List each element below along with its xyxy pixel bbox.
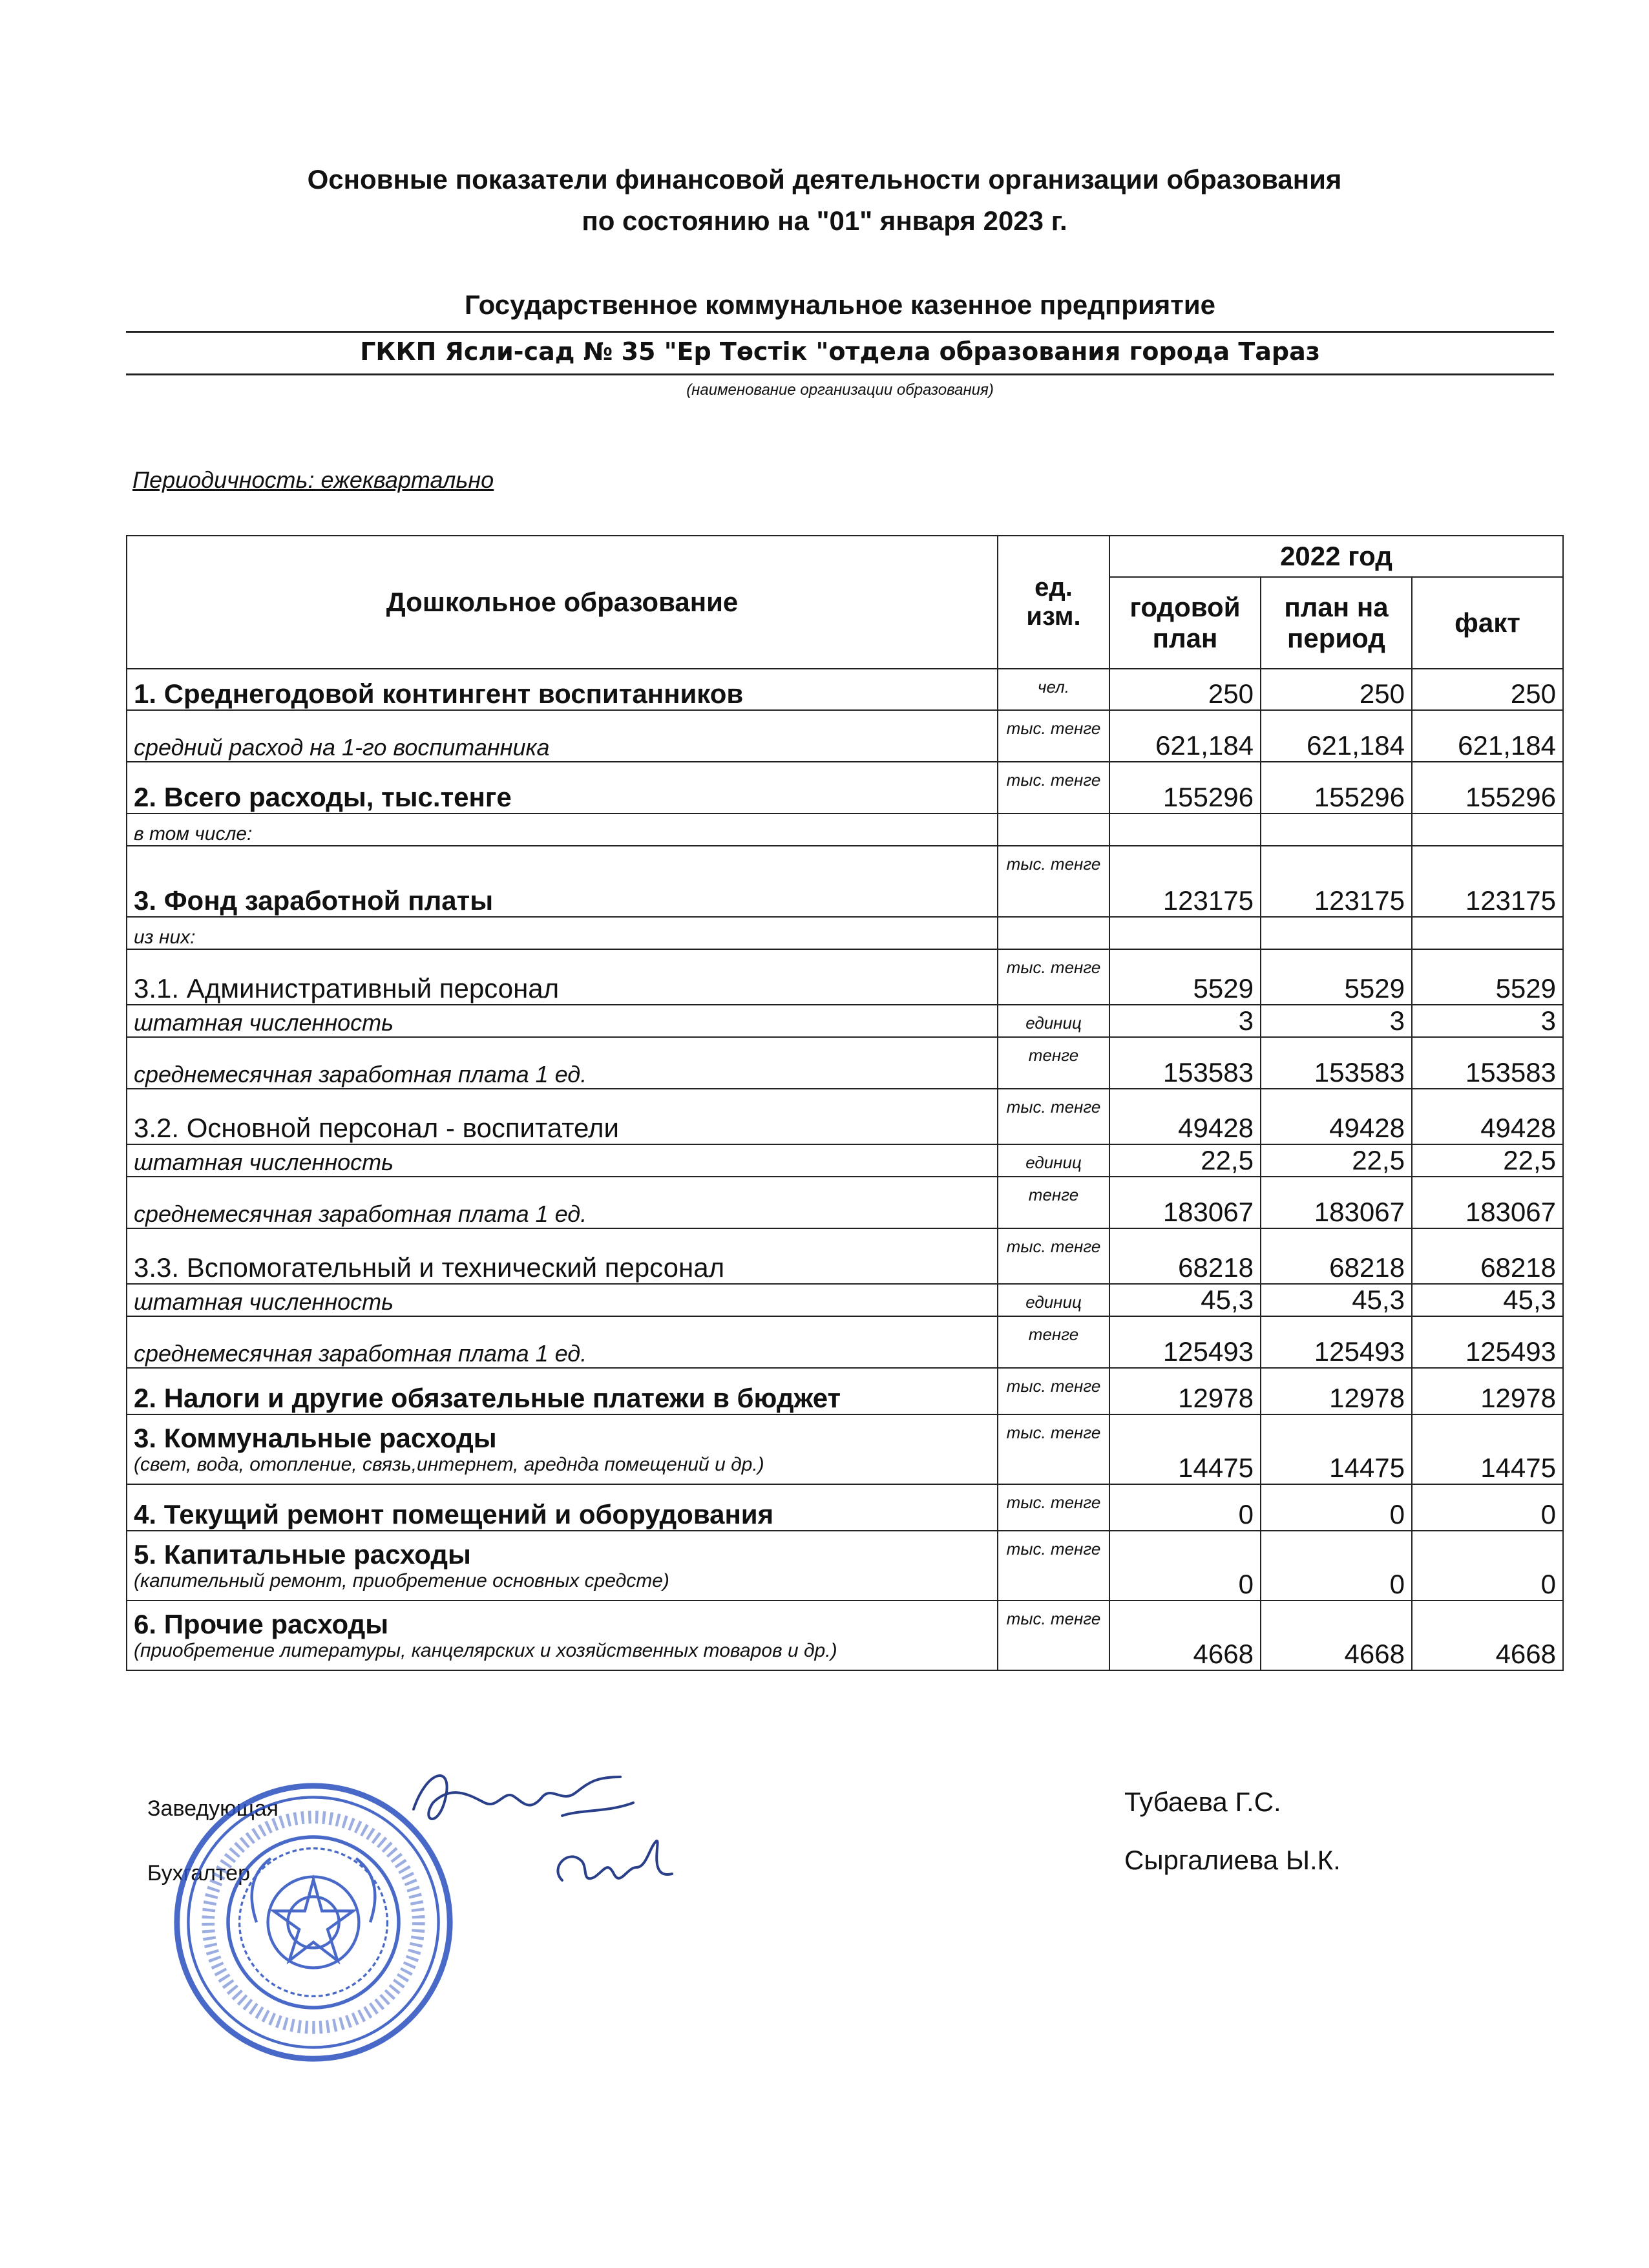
table-row (127, 917, 1563, 949)
row-value-period: 3 (1261, 1005, 1412, 1037)
row-name-text: 3. Коммунальные расходы (134, 1423, 497, 1453)
row-value-period: 68218 (1261, 1228, 1412, 1284)
table-row (127, 1005, 1563, 1037)
row-name-text: 1. Среднегодовой контингент воспитанников (134, 678, 744, 709)
row-name-text: 5. Капитальные расходы (134, 1539, 471, 1570)
header-year: 2022 год (1109, 536, 1563, 577)
row-unit: тыс. тенге (998, 1368, 1109, 1414)
row-name (127, 1284, 998, 1316)
row-value-annual: 12978 (1109, 1368, 1261, 1414)
row-value-period: 125493 (1261, 1316, 1412, 1368)
row-value-fact: 621,184 (1412, 710, 1563, 762)
row-name-text: средний расход на 1-го воспитанника (134, 734, 550, 761)
row-name (127, 1037, 998, 1089)
row-value-period: 0 (1261, 1531, 1412, 1601)
row-value-fact: 5529 (1412, 949, 1563, 1005)
row-value-fact: 183067 (1412, 1177, 1563, 1228)
table-row (127, 1177, 1563, 1228)
row-unit: тенге (998, 1177, 1109, 1228)
organization-name-note: (наименование организации образования) (686, 381, 994, 399)
row-name-text: 3.2. Основной персонал - воспитатели (134, 1113, 619, 1143)
row-value-annual: 22,5 (1109, 1144, 1261, 1177)
row-value-period: 155296 (1261, 762, 1412, 814)
row-unit: чел. (998, 669, 1109, 710)
row-name-text: 2. Налоги и другие обязательные платежи в бюджет (134, 1383, 841, 1413)
row-name (127, 1368, 998, 1414)
row-value-period (1261, 814, 1412, 846)
row-unit: тыс. тенге (998, 1601, 1109, 1670)
row-value-fact: 12978 (1412, 1368, 1563, 1414)
table-row (127, 814, 1563, 846)
row-unit: тыс. тенге (998, 1228, 1109, 1284)
row-name (127, 1414, 998, 1484)
table-row (127, 1484, 1563, 1531)
row-name (127, 1005, 998, 1037)
table-row (127, 669, 1563, 710)
row-value-period: 0 (1261, 1484, 1412, 1531)
table-row (127, 1414, 1563, 1484)
table-row (127, 1368, 1563, 1414)
organization-name: ГККП Ясли-сад № 35 "Ер Төстік "отдела образования города Тараз (360, 337, 1320, 366)
row-name (127, 1484, 998, 1531)
row-name-text: 4. Текущий ремонт помещений и оборудования (134, 1499, 774, 1529)
row-unit (998, 917, 1109, 949)
row-value-annual: 183067 (1109, 1177, 1261, 1228)
table-row (127, 949, 1563, 1005)
row-value-period (1261, 917, 1412, 949)
row-name-text: штатная численность (134, 1009, 394, 1036)
row-name-text: 6. Прочие расходы (134, 1609, 389, 1639)
row-name-text: среднемесячная заработная плата 1 ед. (134, 1340, 587, 1367)
row-unit: тыс. тенге (998, 1089, 1109, 1144)
row-unit: тыс. тенге (998, 1484, 1109, 1531)
table-row (127, 1316, 1563, 1368)
row-unit: тыс. тенге (998, 710, 1109, 762)
row-name (127, 1177, 998, 1228)
row-value-annual: 250 (1109, 669, 1261, 710)
row-value-period: 22,5 (1261, 1144, 1412, 1177)
row-value-period: 5529 (1261, 949, 1412, 1005)
table-row (127, 1531, 1563, 1601)
table-row (127, 1089, 1563, 1144)
financial-indicators-table (126, 535, 1564, 1671)
row-value-annual: 0 (1109, 1531, 1261, 1601)
row-name (127, 1601, 998, 1670)
row-value-fact: 0 (1412, 1531, 1563, 1601)
header-section-name: Дошкольное образование (127, 536, 998, 669)
row-value-period: 14475 (1261, 1414, 1412, 1484)
row-unit: тыс. тенге (998, 846, 1109, 917)
row-value-fact: 123175 (1412, 846, 1563, 917)
row-name-text: в том числе: (134, 823, 253, 845)
row-value-annual (1109, 814, 1261, 846)
row-value-fact (1412, 917, 1563, 949)
row-unit: тыс. тенге (998, 949, 1109, 1005)
row-unit: тенге (998, 1037, 1109, 1089)
row-value-annual: 5529 (1109, 949, 1261, 1005)
row-value-fact: 125493 (1412, 1316, 1563, 1368)
row-unit: тенге (998, 1316, 1109, 1368)
row-value-annual: 153583 (1109, 1037, 1261, 1089)
header-annual-plan: годовой план (1109, 577, 1261, 669)
row-value-fact: 4668 (1412, 1601, 1563, 1670)
row-value-annual: 49428 (1109, 1089, 1261, 1144)
row-name-note: (приобретение литературы, канцелярских и хозяйственных товаров и др.) (134, 1640, 837, 1661)
row-name-note: (капительный ремонт, приобретение основных средстe) (134, 1570, 669, 1591)
row-unit: единиц (998, 1144, 1109, 1177)
table-row (127, 1228, 1563, 1284)
divider-line (126, 373, 1554, 375)
row-value-fact: 68218 (1412, 1228, 1563, 1284)
row-value-period: 12978 (1261, 1368, 1412, 1414)
row-name-text: 2. Всего расходы, тыс.тенге (134, 782, 512, 812)
row-name (127, 1228, 998, 1284)
row-unit: тыс. тенге (998, 1531, 1109, 1601)
row-value-annual: 123175 (1109, 846, 1261, 917)
document-title-line1: Основные показатели финансовой деятельности организации образования (307, 164, 1342, 194)
row-name (127, 1316, 998, 1368)
row-value-period: 621,184 (1261, 710, 1412, 762)
row-value-period: 250 (1261, 669, 1412, 710)
row-name (127, 1144, 998, 1177)
table-row (127, 1144, 1563, 1177)
row-name (127, 949, 998, 1005)
row-value-fact: 14475 (1412, 1414, 1563, 1484)
row-value-annual: 621,184 (1109, 710, 1261, 762)
row-name (127, 1089, 998, 1144)
row-name (127, 762, 998, 814)
row-value-fact: 45,3 (1412, 1284, 1563, 1316)
row-value-annual: 68218 (1109, 1228, 1261, 1284)
row-unit: тыс. тенге (998, 1414, 1109, 1484)
row-name (127, 917, 998, 949)
periodicity-label: Периодичность: ежеквартально (132, 467, 494, 493)
row-value-annual: 4668 (1109, 1601, 1261, 1670)
head-name: Тубаева Г.С. (1124, 1787, 1281, 1817)
header-unit: ед. изм. (998, 536, 1109, 669)
row-value-fact (1412, 814, 1563, 846)
accountant-handwritten-signature-icon (543, 1829, 685, 1906)
row-unit: тыс. тенге (998, 762, 1109, 814)
row-value-period: 183067 (1261, 1177, 1412, 1228)
row-value-fact: 22,5 (1412, 1144, 1563, 1177)
table-row (127, 1284, 1563, 1316)
row-name-text: из них: (134, 927, 196, 948)
row-name-text: среднемесячная заработная плата 1 ед. (134, 1201, 587, 1227)
row-name-note: (свет, вода, отопление, связь,интернет, ареднда помещений и др.) (134, 1454, 764, 1475)
row-name (127, 1531, 998, 1601)
row-value-fact: 0 (1412, 1484, 1563, 1531)
table-row (127, 846, 1563, 917)
row-value-annual: 14475 (1109, 1414, 1261, 1484)
head-signature-label: Заведующая (147, 1796, 278, 1821)
row-name (127, 710, 998, 762)
header-fact: факт (1412, 577, 1563, 669)
row-value-annual: 3 (1109, 1005, 1261, 1037)
divider-line (126, 331, 1554, 333)
row-value-annual: 155296 (1109, 762, 1261, 814)
row-value-period: 49428 (1261, 1089, 1412, 1144)
row-name (127, 846, 998, 917)
accountant-signature-label: Бухгалтер (147, 1861, 250, 1885)
organization-type: Государственное коммунальное казенное предприятие (464, 289, 1216, 320)
row-name-text: 3. Фонд заработной платы (134, 885, 494, 916)
row-name (127, 814, 998, 846)
table-row (127, 1037, 1563, 1089)
row-name-text: штатная численность (134, 1288, 394, 1315)
table-row (127, 762, 1563, 814)
row-value-fact: 3 (1412, 1005, 1563, 1037)
row-name-text: среднемесячная заработная плата 1 ед. (134, 1061, 587, 1087)
table-row (127, 710, 1563, 762)
header-period-plan: план на период (1261, 577, 1412, 669)
row-unit (998, 814, 1109, 846)
row-name-text: 3.3. Вспомогательный и технический персонал (134, 1252, 725, 1283)
row-value-annual: 45,3 (1109, 1284, 1261, 1316)
row-value-fact: 155296 (1412, 762, 1563, 814)
row-value-period: 45,3 (1261, 1284, 1412, 1316)
row-name-text: 3.1. Административный персонал (134, 973, 560, 1003)
row-value-period: 153583 (1261, 1037, 1412, 1089)
document-title-line2: по состоянию на "01" января 2023 г. (582, 205, 1067, 236)
row-value-period: 123175 (1261, 846, 1412, 917)
row-unit: единиц (998, 1005, 1109, 1037)
row-value-fact: 153583 (1412, 1037, 1563, 1089)
row-name-text: штатная численность (134, 1149, 394, 1175)
row-name (127, 669, 998, 710)
row-unit: единиц (998, 1284, 1109, 1316)
row-value-period: 4668 (1261, 1601, 1412, 1670)
row-value-fact: 49428 (1412, 1089, 1563, 1144)
row-value-annual (1109, 917, 1261, 949)
accountant-name: Сыргалиева Ы.К. (1124, 1845, 1341, 1875)
table-row (127, 1601, 1563, 1670)
row-value-fact: 250 (1412, 669, 1563, 710)
row-value-annual: 0 (1109, 1484, 1261, 1531)
row-value-annual: 125493 (1109, 1316, 1261, 1368)
